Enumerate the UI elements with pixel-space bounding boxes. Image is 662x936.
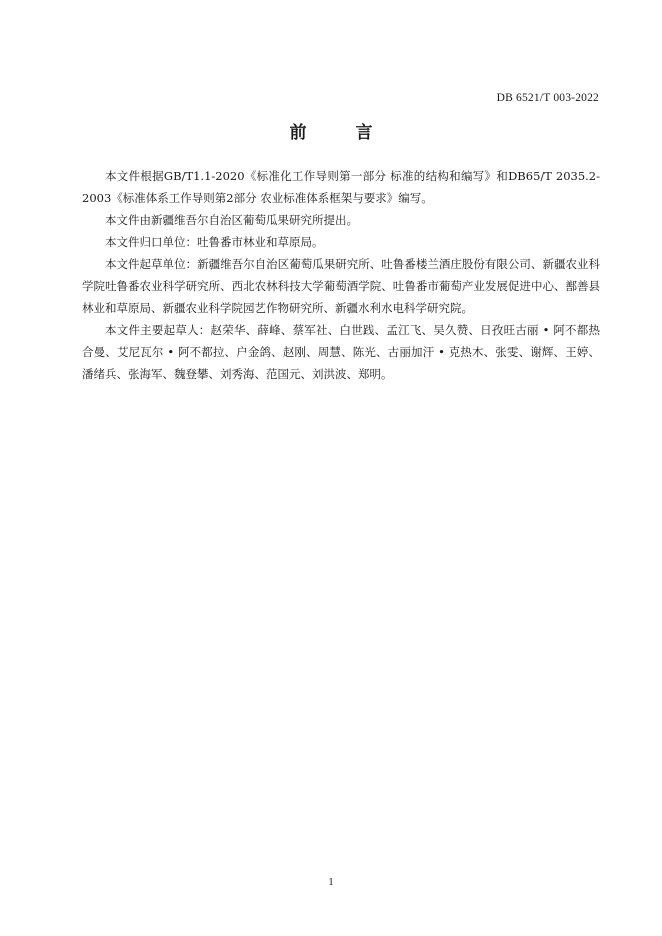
- document-code: DB 6521/T 003-2022: [496, 92, 599, 104]
- paragraph-drafting-units: 本文件起草单位：新疆维吾尔自治区葡萄瓜果研究所、吐鲁番楼兰酒庄股份有限公司、新疆农业科学院吐鲁番农业科学研究所、西北农林科技大学葡萄酒学院、吐鲁番市葡萄产业发展促进中心、鄯善县林业和草原局、新疆农业科学院园艺作物研究所、新疆水利水电科学研究院。: [82, 257, 600, 315]
- page-number: 1: [328, 876, 334, 888]
- paragraph-drafters: 本文件主要起草人：赵荣华、薛峰、蔡军社、白世践、孟江飞、吴久赞、日孜旺古丽 • 阿不都热合曼、艾尼瓦尔 • 阿不都拉、户金鸽、赵刚、周慧、陈光、古丽加汗 • 克热木、张雯、谢辉、王婷、潘绪兵、张海军、魏登攀、刘秀海、范国元、刘洪波、郑明。: [82, 323, 600, 381]
- paragraph-responsible-unit: 本文件归口单位：吐鲁番市林业和草原局。: [105, 235, 324, 249]
- paragraph-basis: 本文件根据GB/T1.1-2020《标准化工作导则第一部分 标准的结构和编写》和DB65/T 2035.2-2003《标准体系工作导则第2部分 农业标准体系框架与要求》编写。: [82, 169, 600, 205]
- page-title: 前 言: [289, 123, 389, 143]
- foreword-body: [82, 165, 600, 385]
- paragraph-proposer: 本文件由新疆维吾尔自治区葡萄瓜果研究所提出。: [105, 213, 358, 227]
